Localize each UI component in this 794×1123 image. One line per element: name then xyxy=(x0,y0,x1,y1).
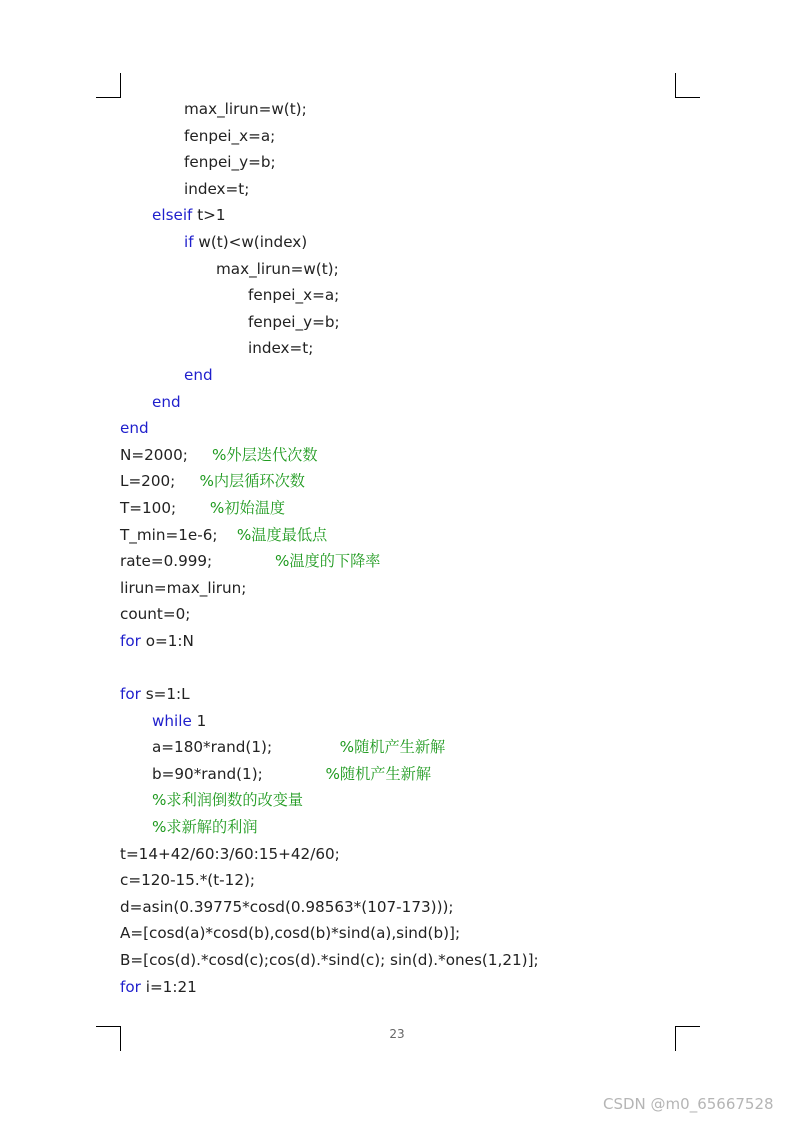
code-line xyxy=(120,415,680,442)
code-keyword: while xyxy=(152,711,192,730)
code-comment: %初始温度 xyxy=(209,498,286,517)
code-line xyxy=(120,96,680,123)
code-line xyxy=(120,947,680,974)
code-line xyxy=(120,628,680,655)
code-line xyxy=(120,894,680,921)
code-text: count=0; xyxy=(120,605,191,624)
code-text: A=[cosd(a)*cosd(b),cosd(b)*sind(a),sind(b)]; xyxy=(120,924,461,943)
code-text: lirun=max_lirun; xyxy=(120,578,247,597)
code-line xyxy=(120,123,680,150)
code-text: index=t; xyxy=(248,339,314,358)
code-keyword: end xyxy=(184,365,213,384)
code-line xyxy=(120,761,680,788)
code-text: c=120-15.*(t-12); xyxy=(120,871,256,890)
code-text: s=1:L xyxy=(140,685,190,704)
code-line xyxy=(120,787,680,814)
page-number: 23 xyxy=(389,1027,405,1041)
code-line xyxy=(120,149,680,176)
code-line xyxy=(120,362,680,389)
code-text: index=t; xyxy=(184,179,250,198)
code-line xyxy=(120,708,680,735)
code-line xyxy=(120,229,680,256)
code-text: T_min=1e-6; xyxy=(120,525,237,544)
code-line xyxy=(120,176,680,203)
code-line xyxy=(120,575,680,602)
code-line xyxy=(120,335,680,362)
code-keyword: for xyxy=(120,685,141,704)
code-comment: %随机产生新解 xyxy=(325,764,432,783)
code-line xyxy=(120,734,680,761)
code-line xyxy=(120,814,680,841)
code-text: b=90*rand(1); xyxy=(152,764,326,783)
code-line xyxy=(120,867,680,894)
code-text: L=200; xyxy=(120,472,200,491)
code-comment: %随机产生新解 xyxy=(339,738,446,757)
code-line xyxy=(120,920,680,947)
code-text: max_lirun=w(t); xyxy=(184,100,307,118)
code-block xyxy=(120,96,680,1000)
code-line xyxy=(120,681,680,708)
code-line xyxy=(120,522,680,549)
code-line xyxy=(120,389,680,416)
code-comment: %求利润倒数的改变量 xyxy=(152,791,304,810)
code-text: fenpei_x=a; xyxy=(248,286,340,305)
code-text: o=1:N xyxy=(140,631,194,650)
code-line xyxy=(120,202,680,229)
crop-mark-top-right xyxy=(675,73,700,98)
code-text: N=2000; xyxy=(120,445,212,464)
code-keyword: if xyxy=(184,232,194,251)
code-text: a=180*rand(1); xyxy=(152,738,340,757)
code-line xyxy=(120,841,680,868)
code-comment: %求新解的利润 xyxy=(152,818,258,837)
code-line xyxy=(120,654,680,681)
code-keyword: end xyxy=(152,392,181,411)
code-text: rate=0.999; xyxy=(120,552,275,571)
code-comment: %内层循环次数 xyxy=(199,472,305,491)
code-line xyxy=(120,601,680,628)
code-keyword: for xyxy=(120,631,141,650)
code-keyword: for xyxy=(120,977,141,996)
code-text: t=14+42/60:3/60:15+42/60; xyxy=(120,844,340,863)
code-line xyxy=(120,468,680,495)
code-line xyxy=(120,256,680,283)
code-text: T=100; xyxy=(120,498,210,517)
code-line xyxy=(120,974,680,1001)
code-line xyxy=(120,548,680,575)
code-line xyxy=(120,495,680,522)
code-keyword: elseif xyxy=(152,206,193,225)
code-text: B=[cos(d).*cosd(c);cos(d).*sind(c); sin(d).*ones(1,21)]; xyxy=(120,951,539,969)
code-text: i=1:21 xyxy=(140,977,197,996)
code-text: max_lirun=w(t); xyxy=(216,259,339,278)
code-line xyxy=(120,442,680,469)
code-keyword: end xyxy=(120,419,149,438)
code-text: fenpei_y=b; xyxy=(248,312,340,331)
code-comment: %温度最低点 xyxy=(236,525,328,544)
code-text: w(t)<w(index) xyxy=(193,232,308,251)
watermark: CSDN @m0_65667528 xyxy=(603,1095,774,1113)
code-text: fenpei_y=b; xyxy=(184,153,276,172)
code-text: d=asin(0.39775*cosd(0.98563*(107-173))); xyxy=(120,897,454,916)
code-comment: %外层迭代次数 xyxy=(212,445,318,464)
code-line xyxy=(120,309,680,336)
code-line xyxy=(120,282,680,309)
code-text: t>1 xyxy=(192,206,226,225)
code-text: 1 xyxy=(191,711,207,730)
crop-mark-top-left xyxy=(96,73,121,98)
code-text: fenpei_x=a; xyxy=(184,126,276,145)
code-comment: %温度的下降率 xyxy=(274,552,381,571)
